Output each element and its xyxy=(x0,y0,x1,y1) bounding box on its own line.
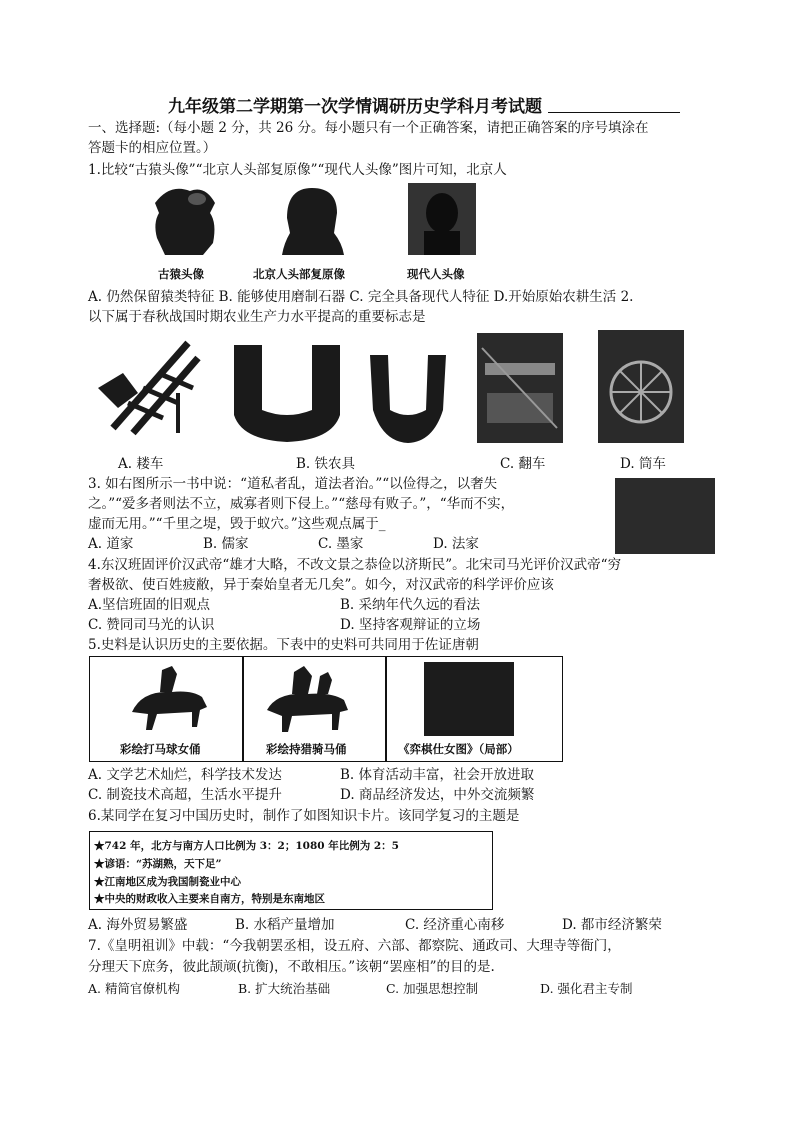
q7-option-b: B. 扩大统治基础 xyxy=(238,981,331,996)
polo-figurine-image xyxy=(122,662,212,732)
q6-option-d: D. 都市经济繁荣 xyxy=(562,917,662,933)
q5-stem: 5.史料是认识历史的主要依据。下表中的史料可共同用于佐证唐朝 xyxy=(88,637,479,653)
q4-option-b: B. 采纳年代久远的看法 xyxy=(340,597,481,613)
seed-drill-image xyxy=(93,333,203,443)
q2-stem: 以下属于春秋战国时期农业生产力水平提高的重要标志是 xyxy=(88,309,426,325)
q4-option-c: C. 赞同司马光的认识 xyxy=(88,617,215,633)
section-instructions-line2: 答题卡的相应位置。） xyxy=(88,140,217,156)
q6-card-line3: ★江南地区成为我国制瓷业中心 xyxy=(94,876,241,888)
q5-option-a: A. 文学艺术灿烂，科学技术发达 xyxy=(88,767,282,783)
q4-text-line1: 4.东汉班固评价汉武帝“雄才大略，不改文景之恭俭以济斯民”。北宋司马光评价汉武帝“穷 xyxy=(88,557,622,573)
water-wheel-image xyxy=(598,330,684,443)
q1-caption-peking-man: 北京人头部复原像 xyxy=(253,267,345,281)
q5-caption-polo: 彩绘打马球女俑 xyxy=(120,742,201,756)
iron-tool-small-image xyxy=(368,350,448,445)
q3-text-line2: 之。”“爱多者则法不立，威寡者则下侵上。”“慈母有败子。”，“华而不实， xyxy=(88,496,515,512)
peking-man-head-image xyxy=(272,183,352,258)
section-instructions-line1: 一、选择题:（每小题 2 分，共 26 分。每小题只有一个正确答案，请把正确答案的序号填涂在 xyxy=(88,120,649,136)
q5-caption-hunting: 彩绘持猎骑马俑 xyxy=(266,742,347,756)
q2-option-a: A. 耧车 xyxy=(118,456,164,472)
modern-human-head-image xyxy=(408,183,476,255)
q6-option-b: B. 水稻产量增加 xyxy=(235,917,335,933)
q4-option-a: A.坚信班固的旧观点 xyxy=(88,597,211,613)
q1-caption-ape: 古猿头像 xyxy=(158,267,204,281)
q3-option-b: B. 儒家 xyxy=(203,536,249,552)
q2-option-b: B. 铁农具 xyxy=(296,456,356,472)
q3-option-c: C. 墨家 xyxy=(318,536,364,552)
page-title: 九年级第二学期第一次学情调研历史学科月考试题 xyxy=(168,97,542,117)
q1-stem: 1.比较“古猿头像”“北京人头部复原像”“现代人头像”图片可知，北京人 xyxy=(88,162,507,178)
title-underline xyxy=(548,112,680,113)
ape-head-image xyxy=(145,183,225,258)
q3-option-a: A. 道家 xyxy=(88,536,134,552)
iron-tool-large-image xyxy=(232,340,342,445)
q5-caption-weiqi: 《弈棋仕女图》（局部） xyxy=(398,742,519,756)
q6-stem: 6.某同学在复习中国历史时，制作了如图知识卡片。该同学复习的主题是 xyxy=(88,808,520,824)
q6-knowledge-card xyxy=(89,831,493,910)
q1-options: A. 仍然保留猿类特征 B. 能够使用磨制石器 C. 完全具备现代人特征 D.开始原始农耕生活 2. xyxy=(88,289,634,305)
q7-text-line1: 7.《皇明祖训》中载：“今我朝罢丞相，设五府、六部、都察院、通政司、大理寺等衙门， xyxy=(88,938,621,954)
q7-option-c: C. 加强思想控制 xyxy=(386,981,479,996)
square-pallet-chain-pump-image xyxy=(477,333,563,443)
q3-text-line3: 虚而无用。”“千里之堤，毁于蚁穴。”这些观点属于_ xyxy=(88,516,386,532)
q3-text-line1: 3. 如右图所示一书中说：“道私者乱，道法者治。”“以俭得之，以奢失 xyxy=(88,476,498,492)
book-cover-image xyxy=(615,478,715,554)
hunting-figurine-image xyxy=(262,662,352,734)
q5-option-b: B. 体育活动丰富，社会开放进取 xyxy=(340,767,535,783)
q1-caption-modern-human: 现代人头像 xyxy=(407,267,465,281)
weiqi-ladies-painting-image xyxy=(424,662,514,736)
q4-text-line2: 奢极欲、使百姓疲敝，异于秦始皇者无几矣”。如今，对汉武帝的科学评价应该 xyxy=(88,577,554,593)
q6-option-c: C. 经济重心南移 xyxy=(405,917,505,933)
q4-option-d: D. 坚持客观辩证的立场 xyxy=(340,617,481,633)
q2-option-c: C. 翻车 xyxy=(500,456,546,472)
q6-card-line1: ★742 年，北方与南方人口比例为 3：2；1080 年比例为 2：5 xyxy=(94,840,399,852)
q2-option-d: D. 筒车 xyxy=(620,456,666,472)
q5-option-d: D. 商品经济发达，中外交流频繁 xyxy=(340,787,535,803)
q3-option-d: D. 法家 xyxy=(433,536,479,552)
q6-card-line2: ★谚语：“苏湖熟，天下足” xyxy=(94,858,222,870)
q6-option-a: A. 海外贸易繁盛 xyxy=(88,917,188,933)
q7-option-a: A. 精简官僚机构 xyxy=(88,981,180,996)
q5-option-c: C. 制瓷技术高超，生活水平提升 xyxy=(88,787,282,803)
q6-card-line4: ★中央的财政收入主要来自南方，特别是东南地区 xyxy=(94,893,325,905)
q7-text-line2: 分理天下庶务，彼此颉颃(抗衡)，不敢相压。”该朝“罢座相”的目的是. xyxy=(88,959,495,975)
q7-option-d: D. 强化君主专制 xyxy=(540,981,633,996)
